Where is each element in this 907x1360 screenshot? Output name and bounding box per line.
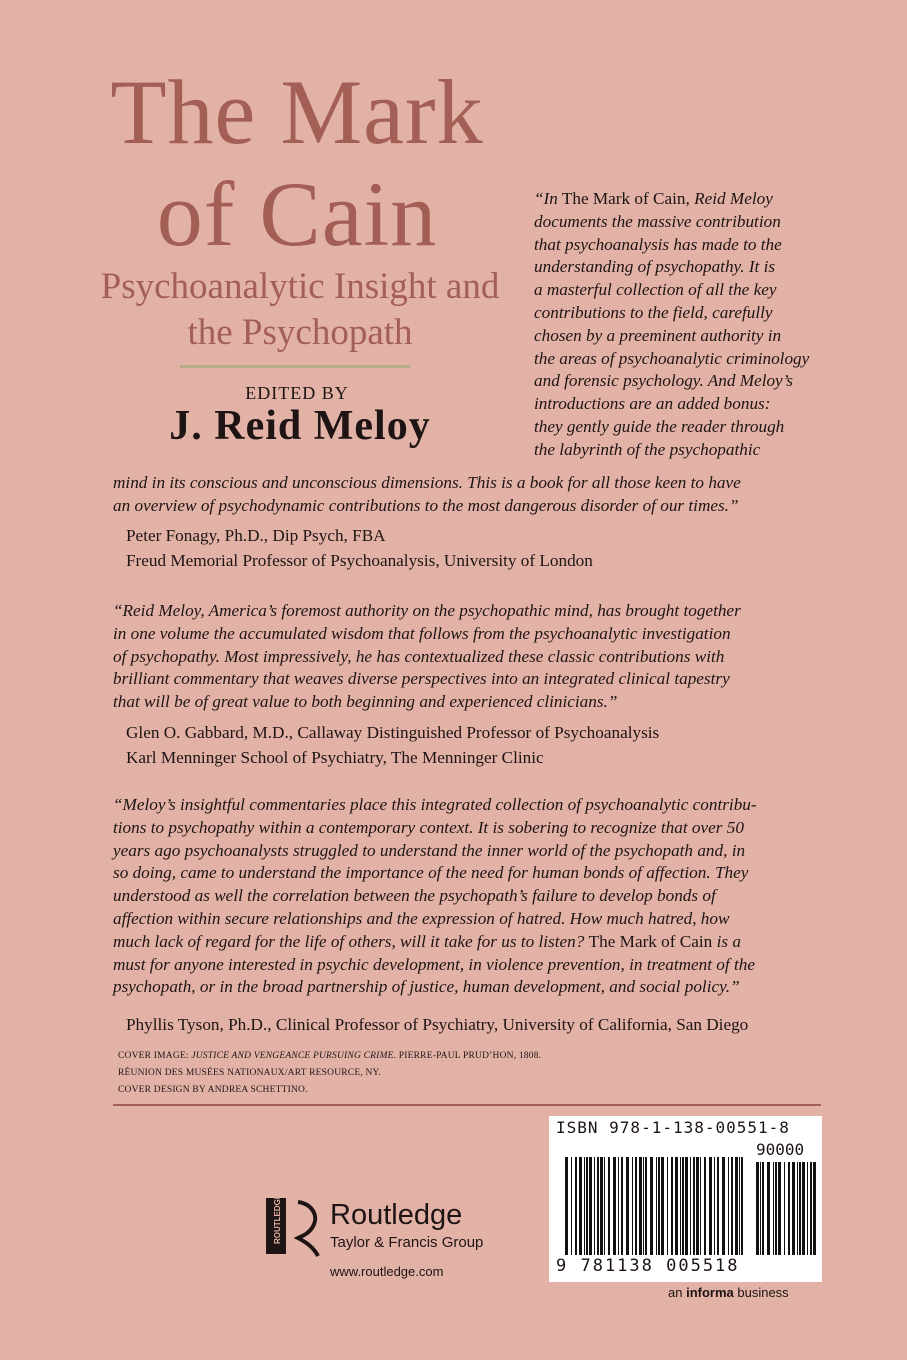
barcode-bar [773,1162,774,1255]
attribution-tyson [126,1013,846,1038]
barcode-bar [685,1157,688,1255]
barcode-bar [797,1162,798,1255]
attribution-line: Karl Menninger School of Psychiatry, The Menninger Clinic [126,747,544,767]
barcode-bar [671,1157,673,1255]
quote-line: “In The Mark of Cain, Reid Meloy [534,189,773,208]
barcode-bar [709,1157,712,1255]
quote-line: documents the massive contribution [534,211,781,231]
quote-line: and forensic psychology. And Meloy’s [534,371,793,391]
barcode-bar [608,1157,610,1255]
barcode-bar [696,1157,699,1255]
publisher-group: Taylor & Francis Group [330,1234,484,1251]
barcode-bar [618,1157,619,1255]
addon-barcode-icon [756,1162,818,1255]
barcode-bar [717,1157,719,1255]
barcode-bar [700,1157,701,1255]
quote-line: years ago psychoanalysts struggled to understand the inner world of the psychopath and, in [113,840,746,860]
credit-line: RÉUNION DES MUSÉES NATIONAUX/ART RESOURCE, NY. [118,1068,381,1078]
barcode-bar [643,1157,644,1255]
book-title-line-2: of Cain [156,163,438,265]
barcode-bar [635,1157,637,1255]
barcode-bar [735,1157,738,1255]
barcode-bar [594,1157,595,1255]
barcode-bar [810,1162,812,1255]
ean-barcode-icon [565,1157,745,1255]
barcode-bar [589,1157,592,1255]
ean-number: 9 781138 005518 [556,1256,740,1276]
quote-line: mind in its conscious and unconscious dimensions. This is a book for all those keen to have [113,473,741,492]
credit-line: COVER DESIGN BY ANDREA SCHETTINO. [118,1085,308,1095]
barcode-bar [675,1157,678,1255]
barcode-bar [760,1162,761,1255]
editor-name: J. Reid Meloy [169,403,431,449]
routledge-logo-icon [262,1194,322,1258]
divider [180,365,410,368]
barcode-bar [632,1157,633,1255]
quote-line: “Reid Meloy, America’s foremost authority on the psychopathic mind, has brought together [113,601,741,620]
barcode-bar [756,1162,759,1255]
barcode-bar [571,1157,572,1255]
barcode-bar [704,1157,706,1255]
barcode-bar [639,1157,642,1255]
barcode-bar [682,1157,684,1255]
credit-line: COVER IMAGE: JUSTICE AND VENGEANCE PURSUING CRIME. PIERRE-PAUL PRUD’HON, 1808. [118,1051,542,1061]
barcode-bar [575,1157,577,1255]
quote-line: understanding of psychopathy. It is [534,257,776,277]
quote-fonagy-top [534,188,824,462]
quote-line: in one volume the accumulated wisdom that follows from the psychoanalytic investigation [113,623,731,643]
barcode-bar [739,1157,740,1255]
barcode-bar [741,1157,743,1255]
quote-line: a masterful collection of all the key [534,280,777,300]
barcode-bar [621,1157,623,1255]
quote-line: so doing, came to understand the importance of the need for human bonds of affection. They [113,863,749,883]
barcode-bar [799,1162,801,1255]
barcode-bar [767,1162,770,1255]
barcode-bar [656,1157,657,1255]
attribution-gabbard [126,721,826,770]
quote-line: they gently guide the reader through [534,416,785,436]
quote-line: of psychopathy. Most impressively, he has contextualized these classic contributions with [113,646,725,666]
barcode-bar [778,1162,781,1255]
barcode-bar [813,1162,816,1255]
isbn-label: ISBN 978-1-138-00551-8 [556,1118,790,1137]
barcode-bar [680,1157,681,1255]
barcode-bar [784,1162,785,1255]
barcode-bar [722,1157,725,1255]
quote-line: the labyrinth of the psychopathic [534,439,761,459]
quote-line: introductions are an added bonus: [534,394,771,414]
attribution-line: Freud Memorial Professor of Psychoanalysis, University of London [126,550,593,570]
barcode-bar [613,1157,616,1255]
price-code: 90000 [756,1140,805,1159]
barcode-bar [661,1157,664,1255]
attribution-line: Glen O. Gabbard, M.D., Callaway Distinguished Professor of Psychoanalysis [126,723,660,742]
barcode-bar [667,1157,668,1255]
quote-line: must for anyone interested in psychic development, in violence prevention, in treatment of the [113,954,755,974]
book-title-line-1: The Mark [110,61,484,163]
attribution-line: Peter Fonagy, Ph.D., Dip Psych, FBA [126,526,386,545]
barcode-bar [775,1162,777,1255]
attribution-fonagy [126,524,826,573]
publisher-url[interactable]: www.routledge.com [330,1264,444,1279]
quote-line: “Meloy’s insightful commentaries place this integrated collection of psychoanalytic contribu- [113,795,757,814]
cover-credits [118,1048,578,1099]
barcode-bar [650,1157,653,1255]
quote-fonagy-bottom [113,472,833,518]
attribution-line: Phyllis Tyson, Ph.D., Clinical Professor of Psychiatry, University of California, San Diego [126,1015,749,1034]
barcode-bar [604,1157,605,1255]
barcode-bar [762,1162,764,1255]
barcode-bar [658,1157,660,1255]
quote-tyson [113,794,833,999]
footer-divider [113,1104,821,1106]
informa-tagline: an informa business [668,1285,789,1300]
publisher-name: Routledge [330,1199,463,1231]
quote-line: an overview of psychodynamic contributions to the most dangerous disorder of our times.” [113,495,739,515]
barcode-bar [600,1157,603,1255]
quote-line: that will be of great value to both beginning and experienced clinicians.” [113,692,618,712]
quote-line: the areas of psychoanalytic criminology [534,348,810,368]
quote-line: much lack of regard for the life of others, will it take for us to listen? The Mark of Cain is a [113,931,741,951]
subtitle-line: Psychoanalytic Insight and [100,266,500,307]
barcode-bar [690,1157,691,1255]
barcode-bar [584,1157,585,1255]
barcode-bar [788,1162,790,1255]
barcode-bar [731,1157,733,1255]
barcode-bar [807,1162,808,1255]
barcode-bar [792,1162,795,1255]
quote-line: psychopath, or in the broad partnership of justice, human development, and social policy.” [113,977,740,997]
subtitle-line: the Psychopath [187,312,413,353]
barcode-bar [597,1157,599,1255]
barcode-bar [579,1157,582,1255]
barcode-bar [714,1157,715,1255]
barcode-bar [728,1157,729,1255]
book-subtitle [62,264,538,356]
barcode-bar [626,1157,629,1255]
quote-line: affection within secure relationships and the expression of hatred. How much hatred, how [113,908,730,928]
quote-line: tions to psychopathy within a contemporary context. It is sobering to recognize that over 50 [113,817,744,837]
barcode-bar [802,1162,805,1255]
barcode-bar [645,1157,647,1255]
quote-line: contributions to the field, carefully [534,302,773,322]
quote-line: chosen by a preeminent authority in [534,325,782,345]
barcode-bar [586,1157,588,1255]
svg-text:ROUTLEDGE: ROUTLEDGE [273,1194,282,1244]
quote-line: brilliant commentary that weaves diverse perspectives into an integrated clinical tapestry [113,669,730,689]
quote-gabbard [113,600,833,714]
quote-line: understood as well the correlation between the psychopath’s failure to develop bonds of [113,886,716,906]
edited-by-label: EDITED BY [245,383,349,403]
barcode-bar [565,1157,568,1255]
quote-line: that psychoanalysis has made to the [534,234,782,254]
barcode-bar [693,1157,695,1255]
